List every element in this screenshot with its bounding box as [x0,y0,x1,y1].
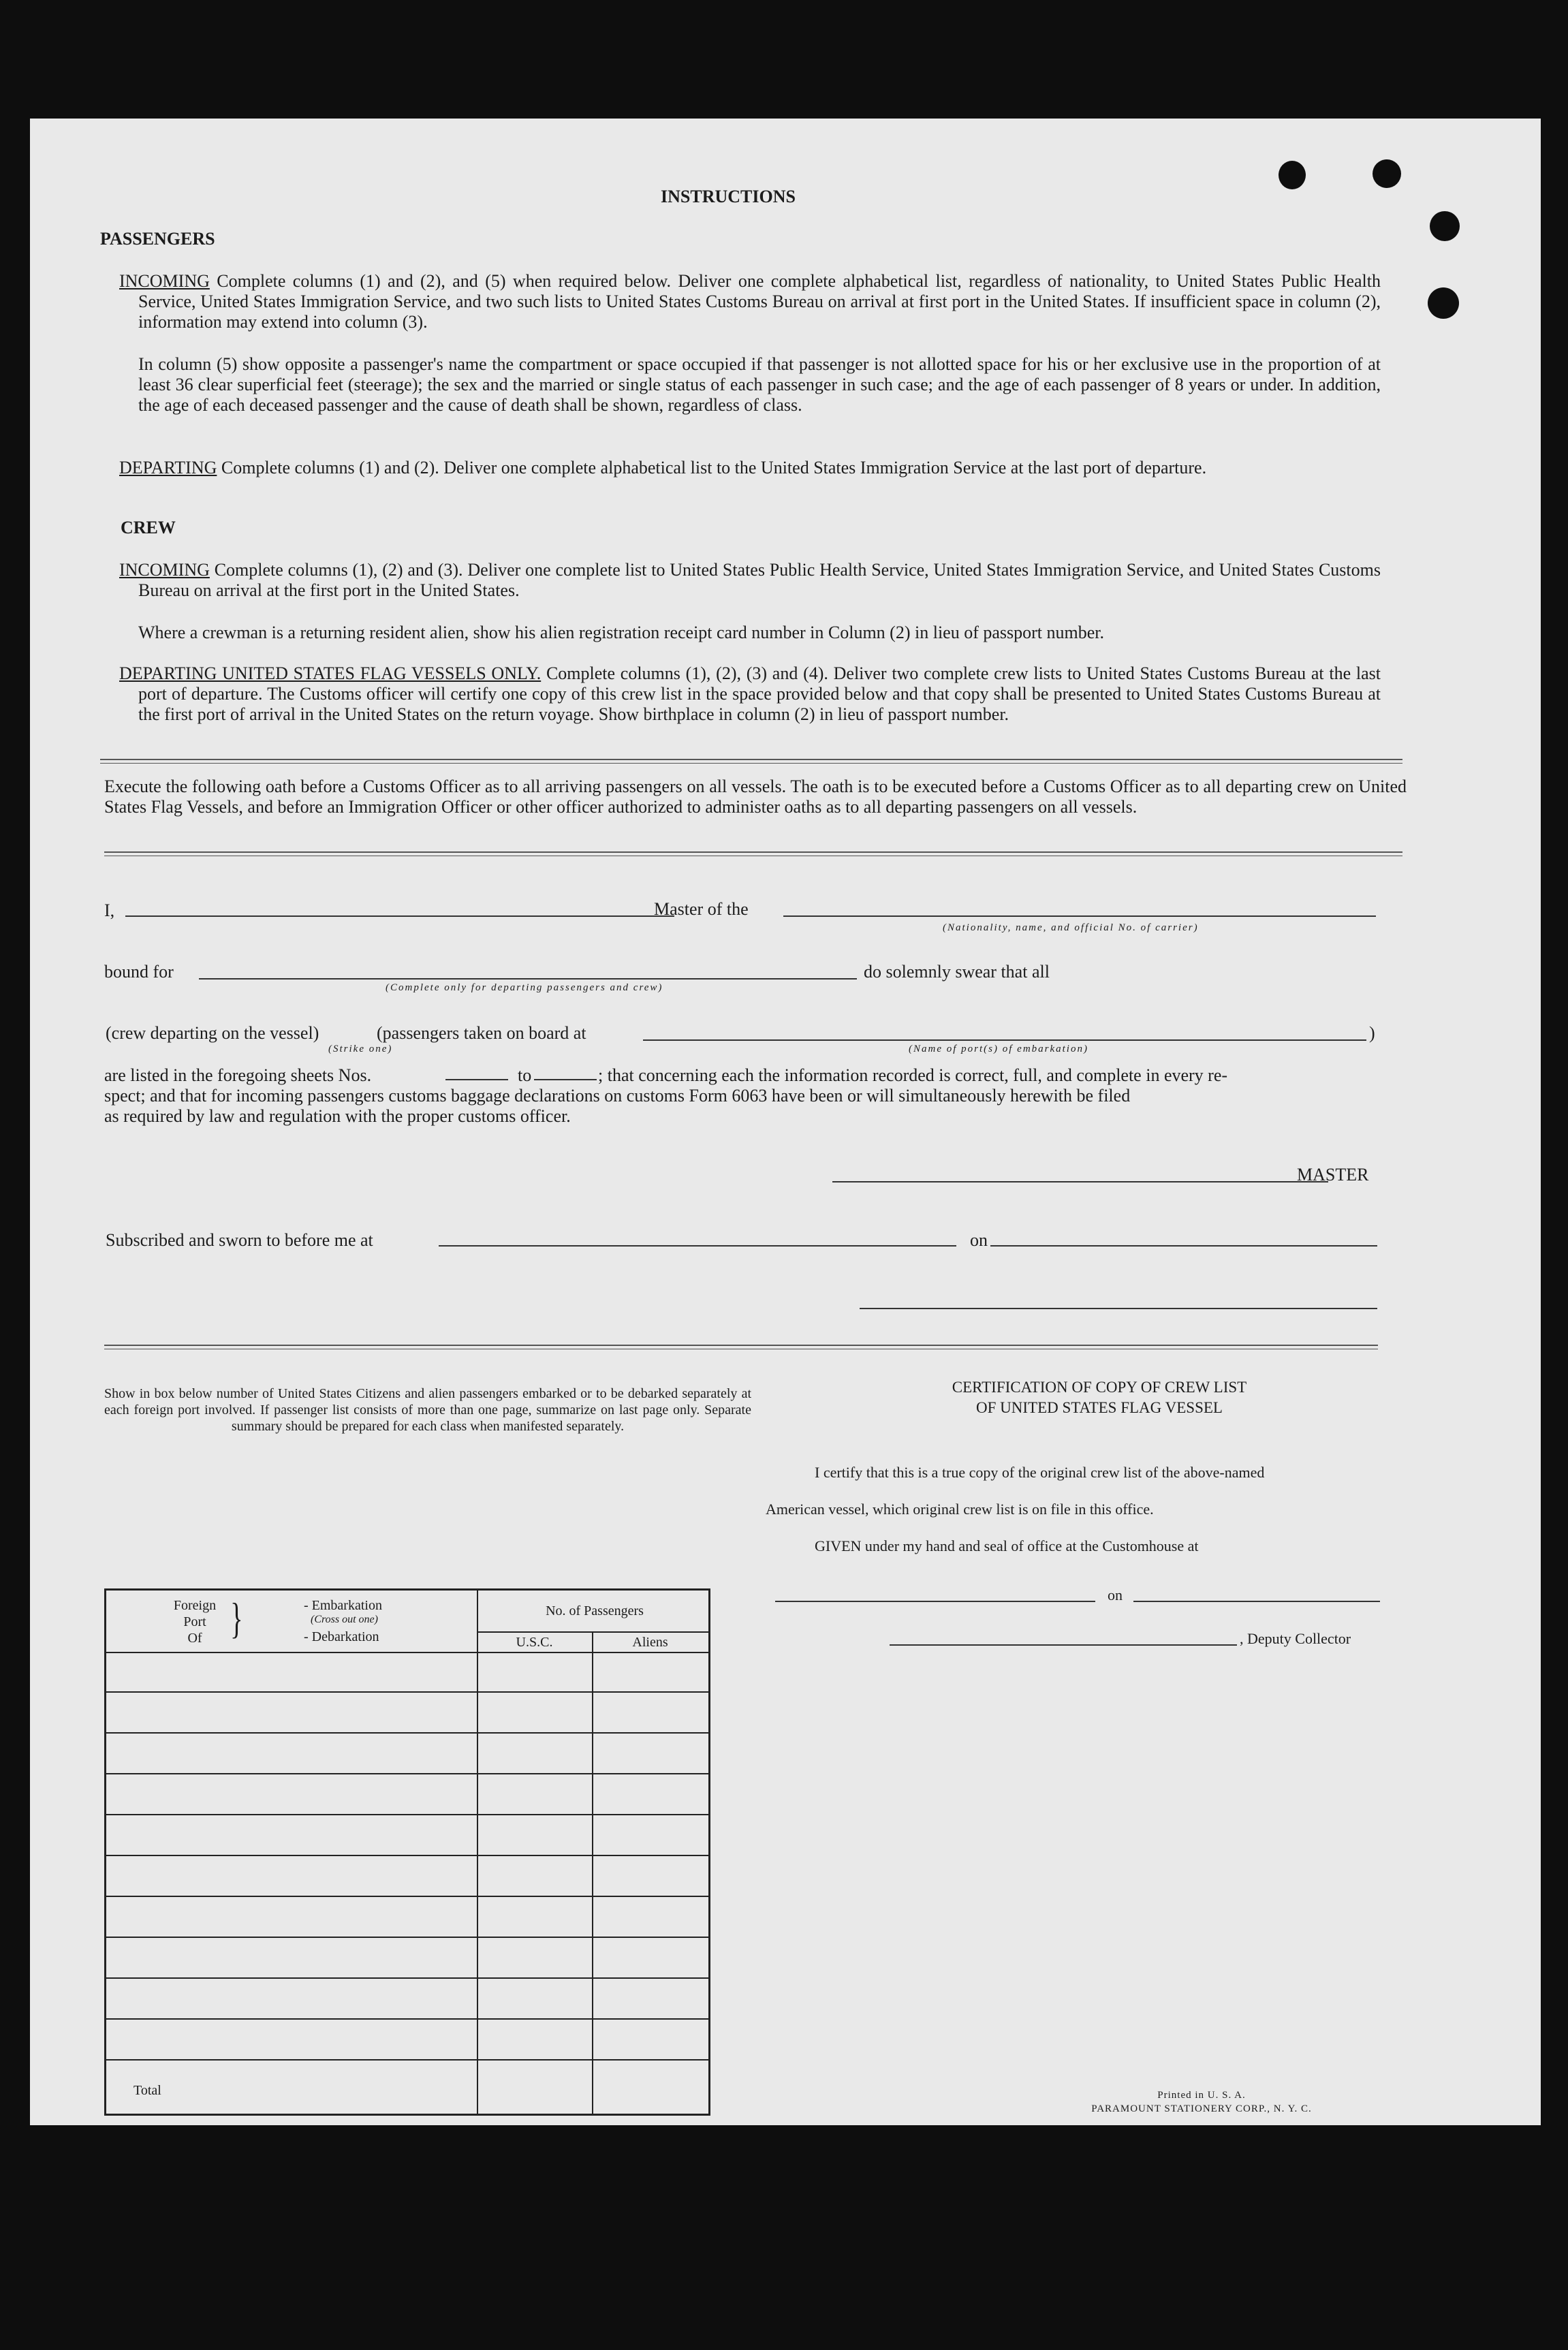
aliens-label: Aliens [632,1635,668,1650]
listed-prefix: are listed in the foregoing sheets Nos. [104,1065,372,1085]
form-sheet [30,119,1541,2125]
crew-resident-alien-paragraph: Where a crewman is a returning resident alien, show his alien registration receipt card number in Column (2) in lieu of passport number. [138,623,1105,642]
crew-incoming-paragraph [119,560,1381,601]
certification-line-1: I certify that this is a true copy of the original crew list of the above-named [815,1464,1265,1481]
section-divider [104,1345,1378,1346]
table-header-bottom [106,1652,708,1653]
printer-line-2: PARAMOUNT STATIONERY CORP., N. Y. C. [1091,2103,1312,2114]
sheet-from-field[interactable] [445,1079,508,1080]
passengers-heading: PASSENGERS [100,229,215,249]
table-row-divider [477,1631,708,1633]
table-row [106,1691,708,1693]
to-label: to [518,1065,532,1085]
certification-title-line-1: CERTIFICATION OF COPY OF CREW LIST [952,1379,1247,1396]
listed-suffix: ; that concerning each the information recorded is correct, full, and complete in every re- [598,1065,1228,1085]
section-divider [104,851,1402,853]
printer-line-1: Printed in U. S. A. [1157,2090,1246,2101]
table-row [106,1773,708,1774]
embarkation-port-field[interactable] [643,1039,1366,1041]
passengers-departing-label: DEPARTING [119,458,217,477]
master-label: MASTER [1297,1165,1369,1185]
embarkation-label: - Embarkation [304,1598,382,1613]
subscribed-label: Subscribed and sworn to before me at [106,1230,373,1250]
master-name-field[interactable] [125,915,674,917]
passengers-incoming-text: Complete columns (1) and (2), and (5) when required below. Deliver one complete alphabetical list, regardless of nationality, to United States Public Health Service, United States Immigration Service, and two such lists to United States Customs Bureau on arrival at first port in the United States. If insufficient space in column (2), information may extend into column (3). [138,271,1381,332]
section-divider [100,759,1402,760]
oath-i-label: I, [104,900,115,920]
close-paren: ) [1369,1023,1375,1043]
carrier-field[interactable] [783,915,1376,917]
master-of-the-label: Master of the [654,899,749,919]
sheet-to-field[interactable] [534,1079,597,1080]
usc-label: U.S.C. [516,1635,553,1650]
passengers-column5-paragraph: In column (5) show opposite a passenger's name the compartment or space occupied if that passenger is not allotted space for his or her exclusive use in the proportion of at least 36 clear superficial feet (steerage); the sex and the married or single status of each passenger in such case; and the age of each passenger of 8 years or under. In addition, the age of each deceased passenger and the cause of death shall be shown, regardless of class. [138,354,1381,415]
subscribed-date-field[interactable] [990,1245,1377,1247]
crew-departing-label: DEPARTING UNITED STATES FLAG VESSELS ONLY. [119,663,542,683]
punch-hole [1373,159,1401,188]
table-row [106,1732,708,1734]
crew-departing-paragraph [119,663,1381,725]
bound-for-caption: (Complete only for departing passengers and crew) [386,982,663,993]
foreign-port-of-label [168,1597,222,1646]
bound-for-label: bound for [104,962,174,982]
bound-for-field[interactable] [199,978,857,980]
punch-hole [1428,287,1459,319]
total-label: Total [134,2083,161,2098]
crew-departing-option[interactable]: (crew departing on the vessel) [106,1023,319,1043]
deputy-collector-label: , Deputy Collector [1240,1630,1351,1647]
deputy-collector-signature-field[interactable] [890,1644,1237,1646]
certification-line-3: GIVEN under my hand and seal of office at the Customhouse at [815,1537,1199,1554]
no-of-passengers-label: No. of Passengers [546,1603,644,1618]
passengers-incoming-label: INCOMING [119,271,210,291]
punch-hole [1279,161,1306,189]
certification-on-label: on [1108,1586,1123,1603]
table-column-divider [592,1631,593,2114]
crew-incoming-label: INCOMING [119,560,210,580]
strike-one-caption: (Strike one) [328,1044,393,1054]
subscribed-on-label: on [970,1230,988,1250]
table-row [106,2059,708,2061]
certification-date-field[interactable] [1133,1601,1380,1602]
oath-intro-paragraph: Execute the following oath before a Customs Officer as to all arriving passengers on all vessels. The oath is to be executed before a Customs Officer as to all departing crew on United States Flag Vessels, and before an Immigration Officer or other officer authorized to administer oaths as to all departing passengers on all vessels. [104,777,1407,817]
passengers-departing-text: Complete columns (1) and (2). Deliver one complete alphabetical list to the United States Immigration Service at the last port of departure. [217,458,1207,477]
debarkation-label: - Debarkation [304,1629,379,1644]
passengers-departing-paragraph [119,458,1381,478]
table-row [106,1814,708,1815]
listed-line-3: as required by law and regulation with the proper customs officer. [104,1106,571,1126]
port-caption: (Name of port(s) of embarkation) [909,1044,1088,1054]
table-row [106,1977,708,1979]
table-row [106,1855,708,1856]
foreign-label: Foreign [173,1598,217,1613]
officer-signature-field[interactable] [860,1308,1377,1309]
passengers-taken-option[interactable]: (passengers taken on board at [377,1023,586,1043]
subscribed-place-field[interactable] [439,1245,956,1247]
section-divider [100,763,1402,764]
master-signature-field[interactable] [832,1181,1328,1182]
table-column-divider [477,1591,478,2114]
swear-text: do solemnly swear that all [864,962,1050,982]
carrier-caption: (Nationality, name, and official No. of carrier) [943,922,1199,933]
passenger-summary-table [104,1588,710,2116]
instructions-title: INSTRUCTIONS [661,187,796,206]
customhouse-place-field[interactable] [775,1601,1095,1602]
table-row [106,1937,708,1938]
punch-hole [1430,211,1460,241]
table-row [106,1896,708,1897]
certification-title-line-2: OF UNITED STATES FLAG VESSEL [976,1399,1223,1416]
of-label: Of [187,1631,202,1646]
table-row [106,2018,708,2020]
cross-out-label: (Cross out one) [311,1614,378,1625]
crew-incoming-text: Complete columns (1), (2) and (3). Deliver one complete list to United States Public Health Service, United States Immigration Service, and United States Customs Bureau on arrival at the first port in the United States. [138,560,1381,600]
crew-heading: CREW [121,518,176,537]
certification-title [841,1377,1358,1418]
crew-departing-text: Complete columns (1), (2), (3) and (4). Deliver two complete crew lists to United States Customs Bureau at the last port of departure. The Customs officer will certify one copy of this crew list in the space provided below and that copy shall be presented to United States Customs Bureau at the first port of arrival in the United States on the return voyage. Show birthplace in column (2) in lieu of passport number. [138,663,1381,724]
certification-line-2: American vessel, which original crew list is on file in this office. [766,1501,1154,1518]
printer-imprint [1052,2088,1351,2116]
summary-note: Show in box below number of United States Citizens and alien passengers embarked or to be debarked separately at each foreign port involved. If passenger list consists of more than one page, summarize on last page only. Separate summary should be prepared for each class when manifested separately. [104,1386,751,1434]
passengers-incoming-paragraph [119,271,1381,332]
port-label: Port [183,1614,206,1629]
brace-icon: } [230,1594,243,1642]
listed-line-2: spect; and that for incoming passengers customs baggage declarations on customs Form 6063 have been or will simultaneously herewith be filed [104,1086,1131,1106]
